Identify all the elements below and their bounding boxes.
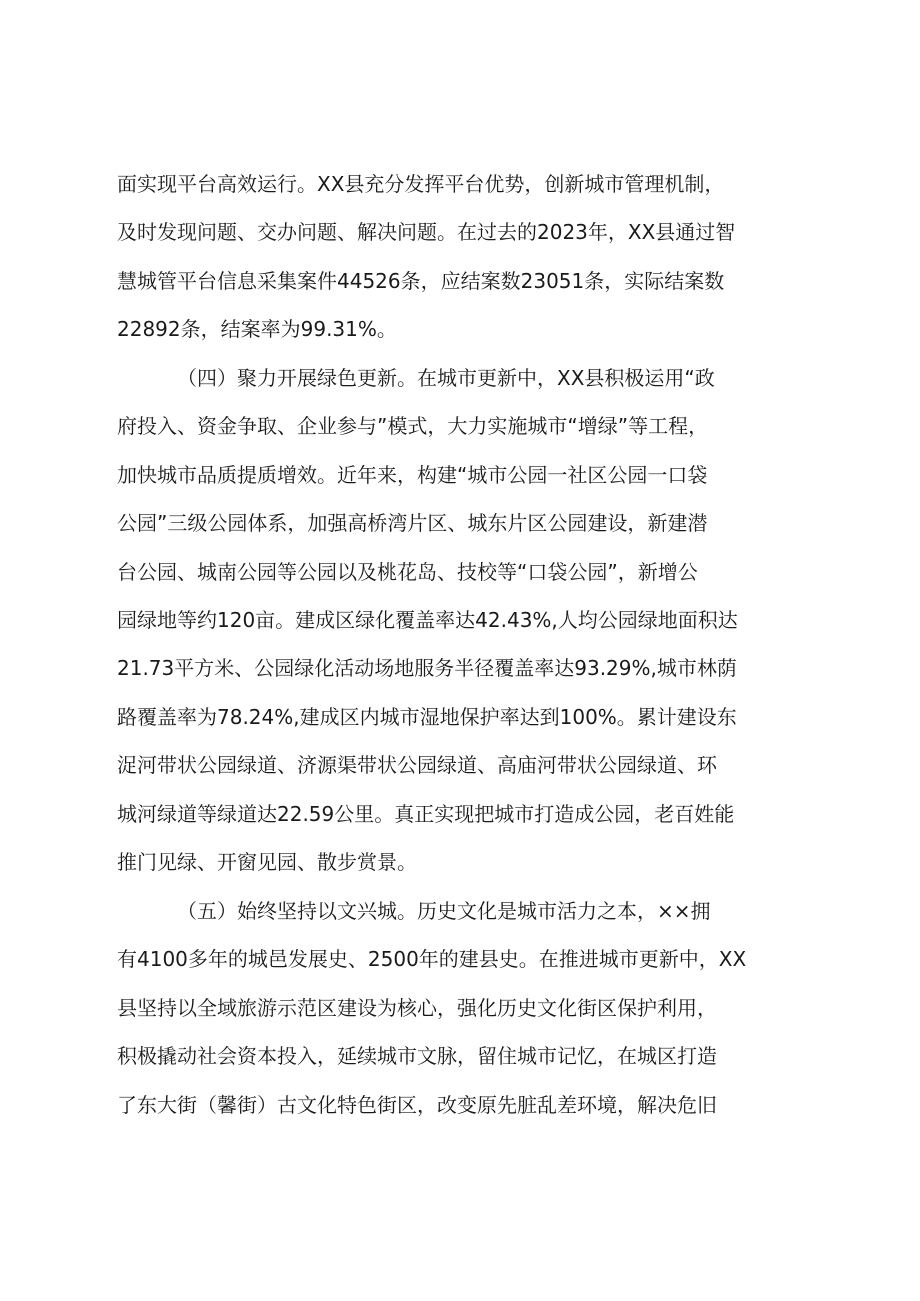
text-line: 加快城市品质提质增效。近年来，构建“城市公园一社区公园一口袋 (117, 462, 708, 487)
text-line: 县坚持以全域旅游示范区建设为核心，强化历史文化街区保护利用， (117, 995, 717, 1020)
text-line: 公园”三级公园体系，加强高桥湾片区、城东片区公园建设，新建潜 (117, 511, 708, 536)
paragraph-platform-cases (117, 160, 817, 354)
text-line: 浞河带状公园绿道、济源渠带状公园绿道、高庙河带状公园绿道、环 (117, 753, 717, 778)
text-line: （四）聚力开展绿色更新。在城市更新中，XX县积极运用“政 (177, 366, 715, 390)
paragraph-green-renewal (117, 354, 817, 886)
text-line: 积极撬动社会资本投入，延续城市文脉，留住城市记忆，在城区打造 (117, 1044, 717, 1069)
text-line: 21.73平方米、公园绿化活动场地服务半径覆盖率达93.29%,城市林荫 (117, 656, 737, 681)
text-line: 台公园、城南公园等公园以及桃花岛、技校等“口袋公园”，新增公 (117, 559, 698, 584)
text-line: 城河绿道等绿道达22.59公里。真正实现把城市打造成公园，老百姓能 (117, 801, 735, 826)
text-line: 有4100多年的城邑发展史、2500年的建县史。在推进城市更新中，XX (117, 947, 747, 972)
text-line: 22892条，结案率为99.31%。 (117, 317, 397, 342)
text-line: 路覆盖率为78.24%,建成区内城市湿地保护率达到100%。累计建设东 (117, 704, 737, 729)
text-line: 面实现平台高效运行。XX县充分发挥平台优势，创新城市管理机制， (117, 172, 725, 196)
text-line: 了东大街（馨街）古文化特色街区，改变原先脏乱差环境，解决危旧 (117, 1092, 717, 1117)
text-line: 慧城管平台信息采集案件44526条，应结案数23051条，实际结案数 (117, 268, 725, 293)
paragraph-culture-city (117, 887, 817, 1129)
text-line: （五）始终坚持以文兴城。历史文化是城市活力之本，××拥 (177, 899, 711, 923)
text-line: 及时发现问题、交办问题、解决问题。在过去的2023年，XX县通过智 (117, 220, 736, 245)
text-line: 府投入、资金争取、企业参与”模式，大力实施城市“增绿”等工程， (117, 414, 709, 439)
text-line: 推门见绿、开窗见园、散步赏景。 (117, 849, 417, 874)
text-line: 园绿地等约120亩。建成区绿化覆盖率达42.43%,人均公园绿地面积达 (117, 607, 738, 632)
